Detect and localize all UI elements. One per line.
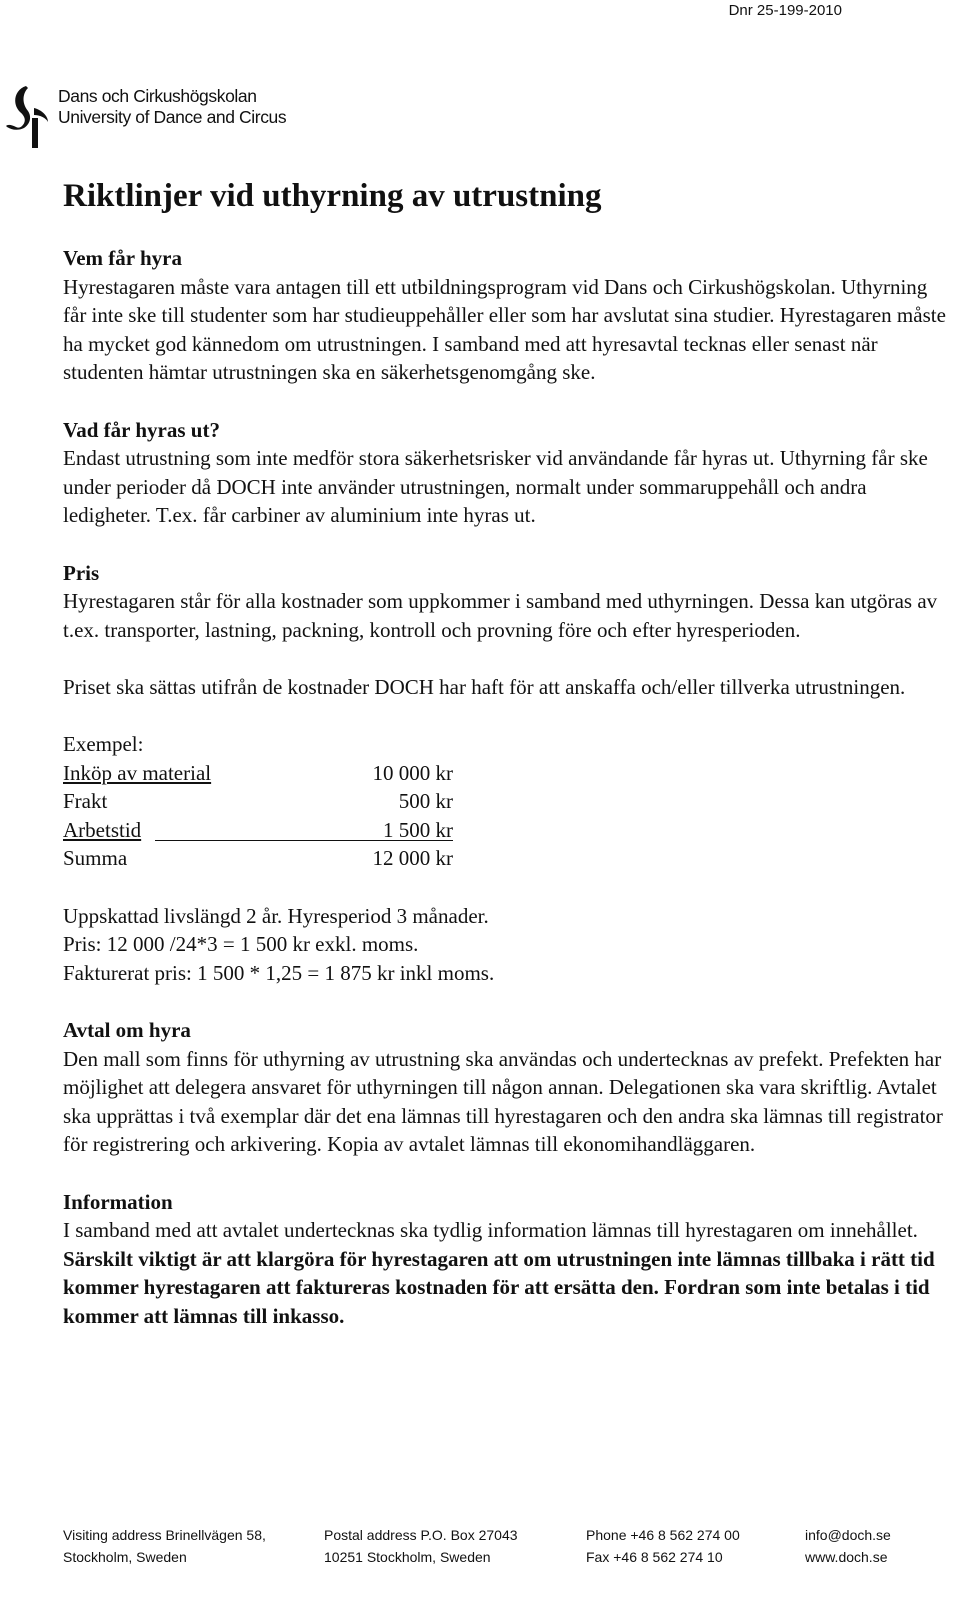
footer-line: Visiting address Brinellvägen 58, xyxy=(63,1527,266,1543)
footer-phone-fax xyxy=(586,1524,740,1568)
example-row-label: Frakt xyxy=(63,789,108,814)
example-row-value: 10 000 kr xyxy=(372,760,453,785)
info-text: I samband med att avtalet undertecknas ska tydlig information lämnas till hyrestagaren om innehållet. xyxy=(63,1218,918,1243)
logo-mark-icon xyxy=(4,84,50,148)
document-title: Riktlinjer vid uthyrning av utrustning xyxy=(63,178,602,214)
footer-line: Postal address P.O. Box 27043 xyxy=(324,1527,518,1543)
document-body xyxy=(63,244,948,1331)
example-row-label: Summa xyxy=(63,846,128,871)
section-text: Endast utrustning som inte medför stora säkerhetsrisker vid användande får hyras ut. Uthyrning får ske under perioder då DOCH inte använder utrustningen, normalt under sommaruppehåll och andra ledigheter. T.ex. får carbiner av aluminium inte hyras ut. xyxy=(63,446,928,528)
section-heading: Vad får hyras ut? xyxy=(63,417,220,442)
logo-text xyxy=(58,86,286,128)
document-number: Dnr 25-199-2010 xyxy=(728,2,842,19)
footer-line: 10251 Stockholm, Sweden xyxy=(324,1549,491,1565)
section-vem xyxy=(63,244,948,387)
section-heading: Pris xyxy=(63,560,100,585)
section-text: Hyrestagaren står för alla kostnader som uppkommer i samband med uthyrningen. Dessa kan utgöras av t.ex. transporter, lastning, packning, kontroll och provning före och efter hyresperioden. xyxy=(63,589,938,642)
section-avtal xyxy=(63,1016,948,1159)
example-row xyxy=(63,844,948,873)
footer-contact xyxy=(805,1524,891,1568)
info-warning-text: Särskilt viktigt är att klargöra för hyrestagaren att om utrustningen inte lämnas tillbaka i rätt tid kommer hyrestagaren att faktureras kostnaden för att ersätta den. Fordran som inte betalas i tid kommer att lämnas till inkasso. xyxy=(63,1246,935,1328)
footer-line: Stockholm, Sweden xyxy=(63,1549,187,1565)
section-text xyxy=(63,1216,948,1330)
section-heading: Information xyxy=(63,1189,173,1214)
example-row-value: 1 500 kr xyxy=(383,817,453,842)
footer-visiting-address xyxy=(63,1524,266,1568)
example-label: Exempel: xyxy=(63,732,144,757)
example-calculation: Fakturerat pris: 1 500 * 1,25 = 1 875 kr inkl moms. xyxy=(63,960,495,985)
price-example xyxy=(63,730,948,987)
section-heading: Avtal om hyra xyxy=(63,1018,191,1043)
example-row-label: Arbetstid xyxy=(63,817,142,842)
footer-website: www.doch.se xyxy=(805,1549,888,1565)
section-text: Priset ska sättas utifrån de kostnader DOCH har haft för att anskaffa och/eller tillverka utrustningen. xyxy=(63,674,906,699)
section-text: Hyrestagaren måste vara antagen till ett utbildningsprogram vid Dans och Cirkushögskolan. Uthyrning får inte ske till studenter som har studieuppehåller eller som har avslutat sina studier. Hyrestagaren måste ha mycket god kännedom om utrustningen. I samband med att hyresavtal tecknas eller senast när studenten hämtar utrustningen ska en säkerhetsgenomgång ske. xyxy=(63,274,946,385)
example-row xyxy=(63,759,948,788)
logo-line-swedish: Dans och Cirkushögskolan xyxy=(58,86,257,106)
example-row-value: 500 kr xyxy=(398,789,453,814)
section-heading: Vem får hyra xyxy=(63,246,182,270)
example-calculation: Uppskattad livslängd 2 år. Hyresperiod 3 månader. xyxy=(63,903,489,928)
footer-line: Phone +46 8 562 274 00 xyxy=(586,1527,740,1543)
institution-logo xyxy=(4,84,334,148)
logo-line-english: University of Dance and Circus xyxy=(58,107,287,127)
section-pris xyxy=(63,559,948,702)
footer-email: info@doch.se xyxy=(805,1527,891,1543)
example-row xyxy=(63,787,948,816)
example-row-label: Inköp av material xyxy=(63,760,212,785)
example-calculation: Pris: 12 000 /24*3 = 1 500 kr exkl. moms. xyxy=(63,932,419,957)
example-row xyxy=(63,816,948,845)
footer-line: Fax +46 8 562 274 10 xyxy=(586,1549,723,1565)
example-row-value: 12 000 kr xyxy=(372,846,453,871)
section-vad xyxy=(63,416,948,530)
footer-postal-address xyxy=(324,1524,518,1568)
section-information xyxy=(63,1188,948,1331)
section-text: Den mall som finns för uthyrning av utrustning ska användas och undertecknas av prefekt. Prefekten har möjlighet att delegera ansvaret för uthyrningen till någon annan. Delegationen ska vara skriftlig. Avtalet ska upprättas i två exemplar där det ena lämnas till hyrestagaren och den andra ska lämnas till registrator för registrering och arkivering. Kopia av avtalet lämnas till ekonomihandläggaren. xyxy=(63,1046,943,1157)
